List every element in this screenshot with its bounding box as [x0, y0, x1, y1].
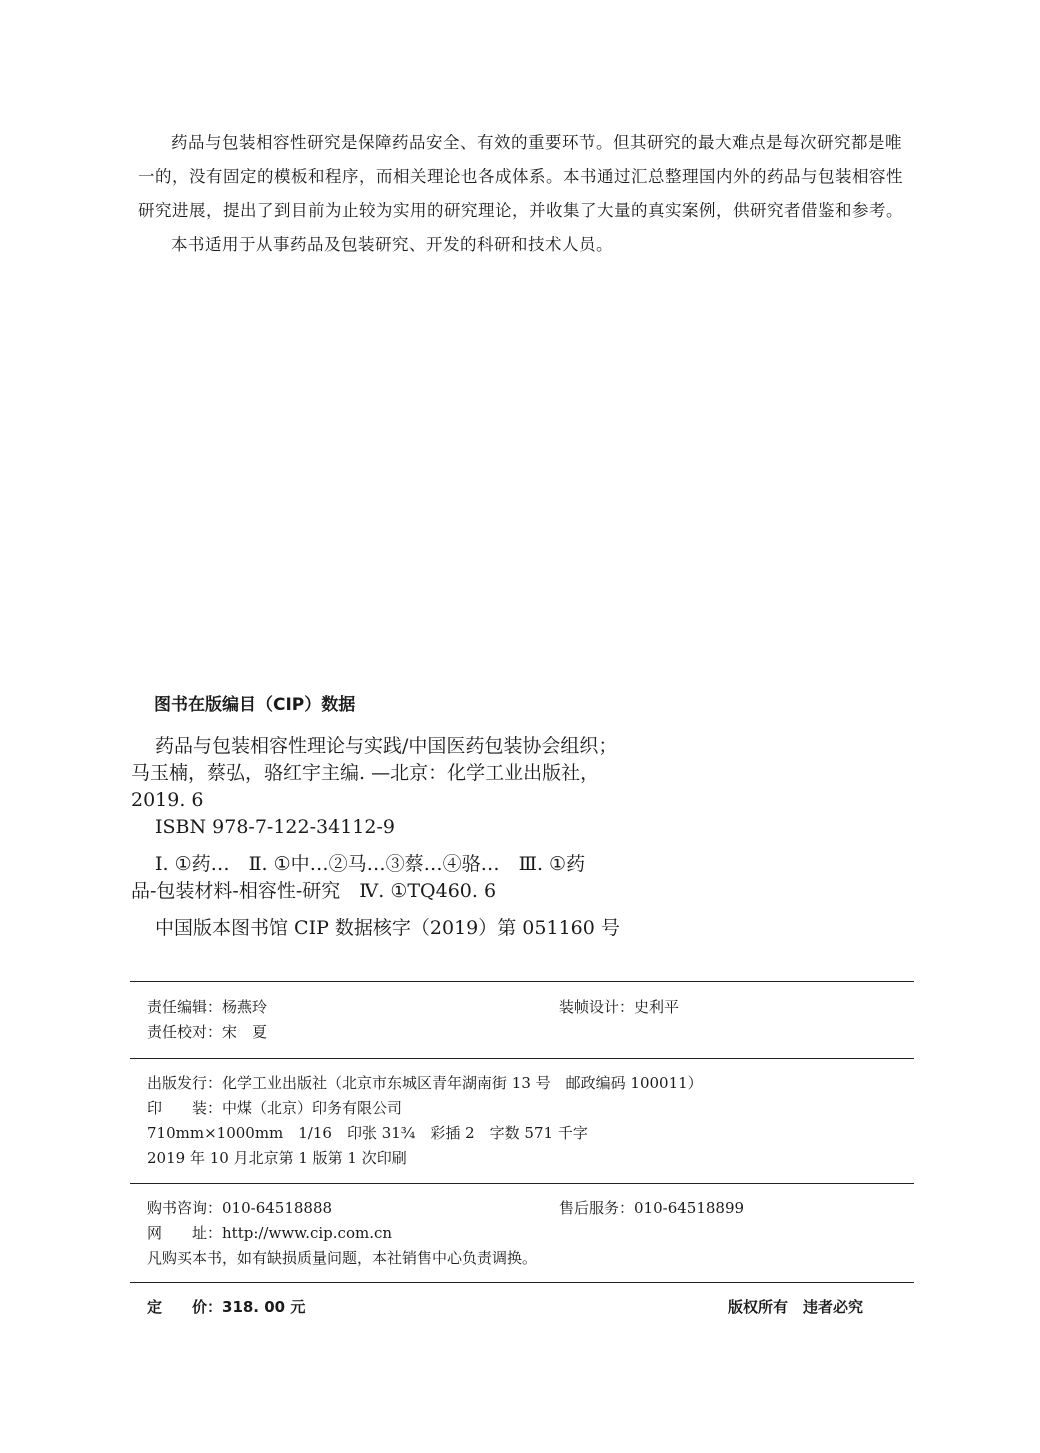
book-format: 710mm×1000mm 1/16 印张 31¾ 彩插 2 字数 571 千字 [147, 1124, 588, 1142]
contact-info [147, 1196, 907, 1271]
printer: 印 装：中煤（北京）印务有限公司 [147, 1099, 403, 1117]
website: 网 址：http://www.cip.com.cn [147, 1224, 393, 1242]
publisher: 出版发行：化学工业出版社（北京市东城区青年湖南街 13 号 邮政编码 100011） [147, 1074, 703, 1092]
cip-isbn: ISBN 978-7-122-34112-9 [155, 816, 395, 838]
proofreader: 责任校对：宋 夏 [147, 1023, 268, 1041]
cip-classification: 品-包装材料-相容性-研究 Ⅳ. ①TQ460. 6 [131, 880, 497, 902]
staff-credits [147, 995, 907, 1045]
cip-classification: Ⅰ. ①药… Ⅱ. ①中…②马…③蔡…④骆… Ⅲ. ①药 [155, 853, 586, 875]
description-paragraph: 本书适用于从事药品及包装研究、开发的科研和技术人员。 [171, 235, 613, 254]
divider [130, 1282, 914, 1283]
cip-record [131, 733, 691, 942]
purchase-phone: 购书咨询：010-64518888 [147, 1199, 333, 1217]
copyright-notice: 版权所有 违者必究 [728, 1298, 864, 1316]
cip-author-line: 马玉楠，蔡弘，骆红宇主编. —北京：化学工业出版社， [131, 762, 600, 784]
description-paragraph: 药品与包装相容性研究是保障药品安全、有效的重要环节。但其研究的最大难点是每次研究都是唯一的，没有固定的模板和程序，而相关理论也各成体系。本书通过汇总整理国内外的药品与包装相容性研究进展，提出了到目前为止较为实用的研究理论，并收集了大量的真实案例，供研究者借鉴和参考。 [138, 133, 903, 220]
publication-info [147, 1071, 907, 1171]
divider [130, 981, 914, 982]
editor: 责任编辑：杨燕玲 [147, 998, 268, 1016]
edition: 2019 年 10 月北京第 1 版第 1 次印刷 [147, 1149, 407, 1167]
service-phone: 售后服务：010-64518899 [559, 1199, 745, 1217]
divider [130, 1058, 914, 1059]
price: 定 价：318. 00 元 [147, 1298, 306, 1316]
divider [130, 1183, 914, 1184]
exchange-notice: 凡购买本书，如有缺损质量问题，本社销售中心负责调换。 [147, 1249, 538, 1267]
book-description [138, 126, 918, 262]
cip-heading: 图书在版编目（CIP）数据 [154, 695, 356, 715]
cip-record-number: 中国版本图书馆 CIP 数据核字（2019）第 051160 号 [155, 917, 620, 939]
cip-title-line: 药品与包装相容性理论与实践/中国医药包装协会组织； [155, 735, 618, 757]
cip-date-line: 2019. 6 [131, 789, 204, 811]
designer: 装帧设计：史利平 [559, 998, 680, 1016]
